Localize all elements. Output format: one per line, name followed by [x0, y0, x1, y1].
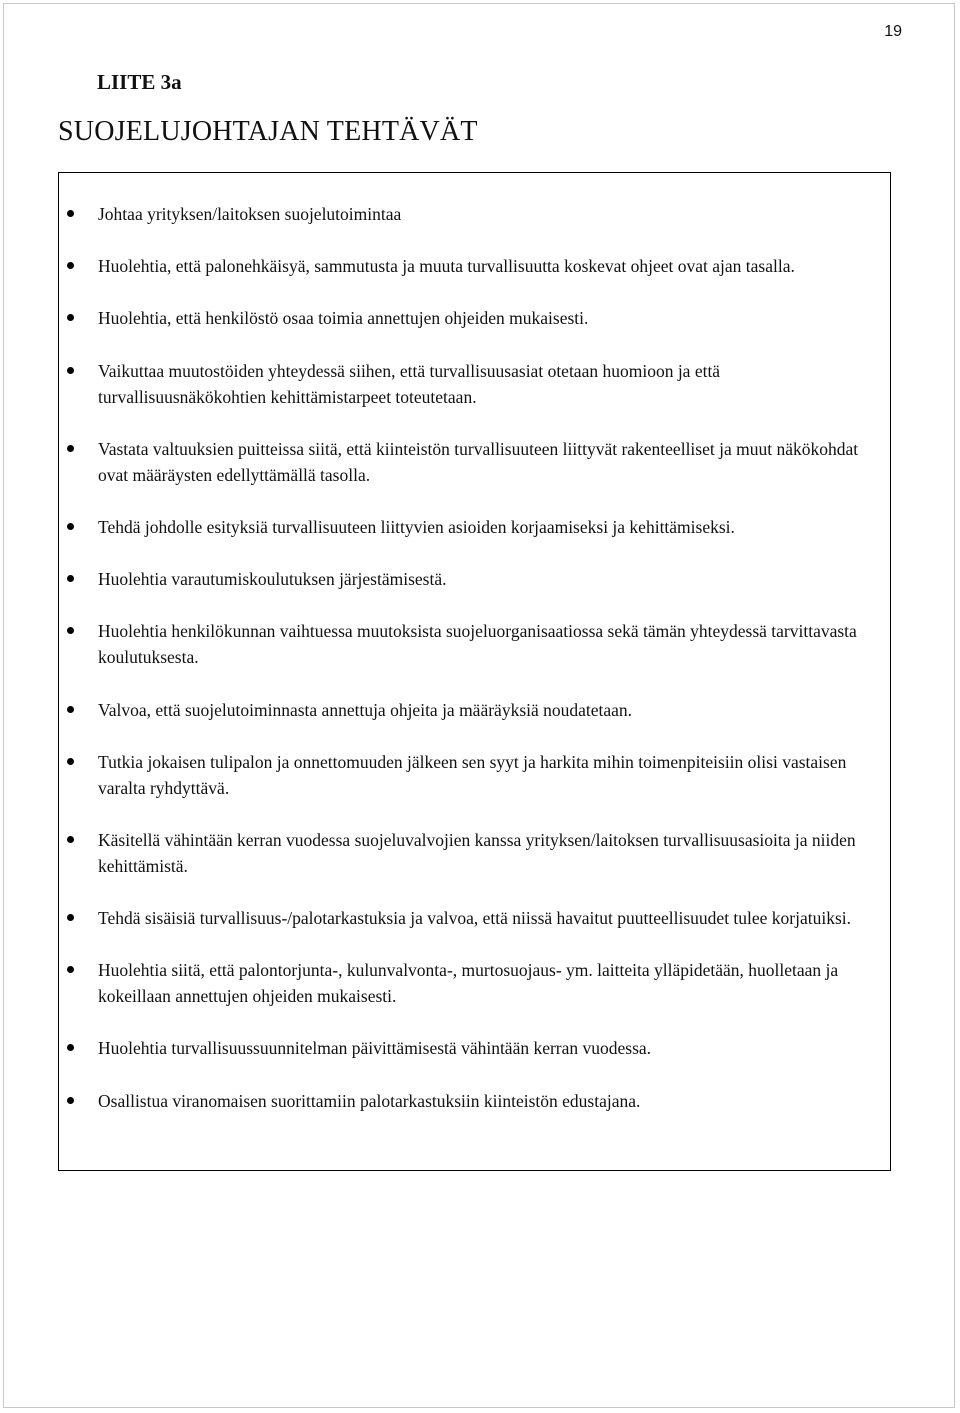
- task-text: Käsitellä vähintään kerran vuodessa suojeluvalvojien kanssa yrityksen/laitoksen turvallisuusasioita ja niiden kehittämistä.: [98, 829, 856, 876]
- task-text: Huolehtia henkilökunnan vaihtuessa muutoksista suojeluorganisaatiossa sekä tämän yhteydessä tarvittavasta koulutuksesta.: [98, 621, 857, 668]
- task-item: [59, 749, 890, 801]
- task-list-box: [58, 172, 891, 1171]
- task-item: [59, 905, 890, 931]
- bullet-icon: [67, 1097, 74, 1104]
- task-item: [59, 253, 890, 279]
- task-item: [59, 1035, 890, 1061]
- task-item: [59, 566, 890, 592]
- task-item: [59, 827, 890, 879]
- task-item: [59, 957, 890, 1009]
- bullet-icon: [67, 445, 74, 452]
- task-item: [59, 436, 890, 488]
- task-item: [59, 305, 890, 331]
- task-item: [59, 1088, 890, 1114]
- task-text: Vaikuttaa muutostöiden yhteydessä siihen, että turvallisuusasiat otetaan huomioon ja että turvallisuusnäkökohtien kehittämistarpeet toteutetaan.: [98, 360, 721, 407]
- task-text: Valvoa, että suojelutoiminnasta annettuja ohjeita ja määräyksiä noudatetaan.: [98, 699, 633, 720]
- task-text: Tutkia jokaisen tulipalon ja onnettomuuden jälkeen sen syyt ja harkita mihin toimenpiteisiin olisi vastaisen varalta ryhdyttävä.: [98, 751, 847, 798]
- task-text: Tehdä johdolle esityksiä turvallisuuteen liittyvien asioiden korjaamiseksi ja kehittämiseksi.: [98, 516, 735, 537]
- bullet-icon: [67, 575, 74, 582]
- task-item: [59, 358, 890, 410]
- bullet-icon: [67, 836, 74, 843]
- task-text: Johtaa yrityksen/laitoksen suojelutoimintaa: [98, 204, 402, 224]
- task-text: Vastata valtuuksien puitteissa siitä, että kiinteistön turvallisuuteen liittyvät rakenteelliset ja muut näkökohdat ovat määräysten edellyttämällä tasolla.: [98, 438, 859, 485]
- task-text: Osallistua viranomaisen suorittamiin palotarkastuksiin kiinteistön edustajana.: [98, 1090, 641, 1111]
- bullet-icon: [67, 758, 74, 765]
- bullet-icon: [67, 523, 74, 530]
- bullet-icon: [67, 706, 74, 713]
- document-title: SUOJELUJOHTAJAN TEHTÄVÄT: [58, 116, 478, 147]
- bullet-icon: [67, 262, 74, 269]
- task-item: [59, 618, 890, 670]
- task-text: Tehdä sisäisiä turvallisuus-/palotarkastuksia ja valvoa, että niissä havaitut puutteellisuudet tulee korjatuiksi.: [98, 908, 852, 929]
- task-item: [59, 201, 890, 227]
- bullet-icon: [67, 627, 74, 634]
- bullet-icon: [67, 367, 74, 374]
- appendix-label: LIITE 3a: [97, 70, 182, 94]
- bullet-icon: [67, 1044, 74, 1051]
- task-text: Huolehtia varautumiskoulutuksen järjestämisestä.: [98, 569, 447, 590]
- page-number: 19: [884, 23, 902, 40]
- bullet-icon: [67, 914, 74, 921]
- bullet-icon: [67, 966, 74, 973]
- task-text: Huolehtia turvallisuussuunnitelman päivittämisestä vähintään kerran vuodessa.: [98, 1038, 652, 1059]
- task-text: Huolehtia, että henkilöstö osaa toimia annettujen ohjeiden mukaisesti.: [98, 308, 589, 329]
- task-item: [59, 514, 890, 540]
- task-list: [59, 201, 890, 1140]
- task-text: Huolehtia, että palonehkäisyä, sammutusta ja muuta turvallisuutta koskevat ohjeet ovat ajan tasalla.: [98, 256, 795, 277]
- bullet-icon: [67, 314, 74, 321]
- task-text: Huolehtia siitä, että palontorjunta-, kulunvalvonta-, murtosuojaus- ym. laitteita ylläpidetään, huolletaan ja kokeillaan annettujen ohjeiden mukaisesti.: [98, 960, 839, 1007]
- bullet-icon: [67, 210, 74, 217]
- task-item: [59, 697, 890, 723]
